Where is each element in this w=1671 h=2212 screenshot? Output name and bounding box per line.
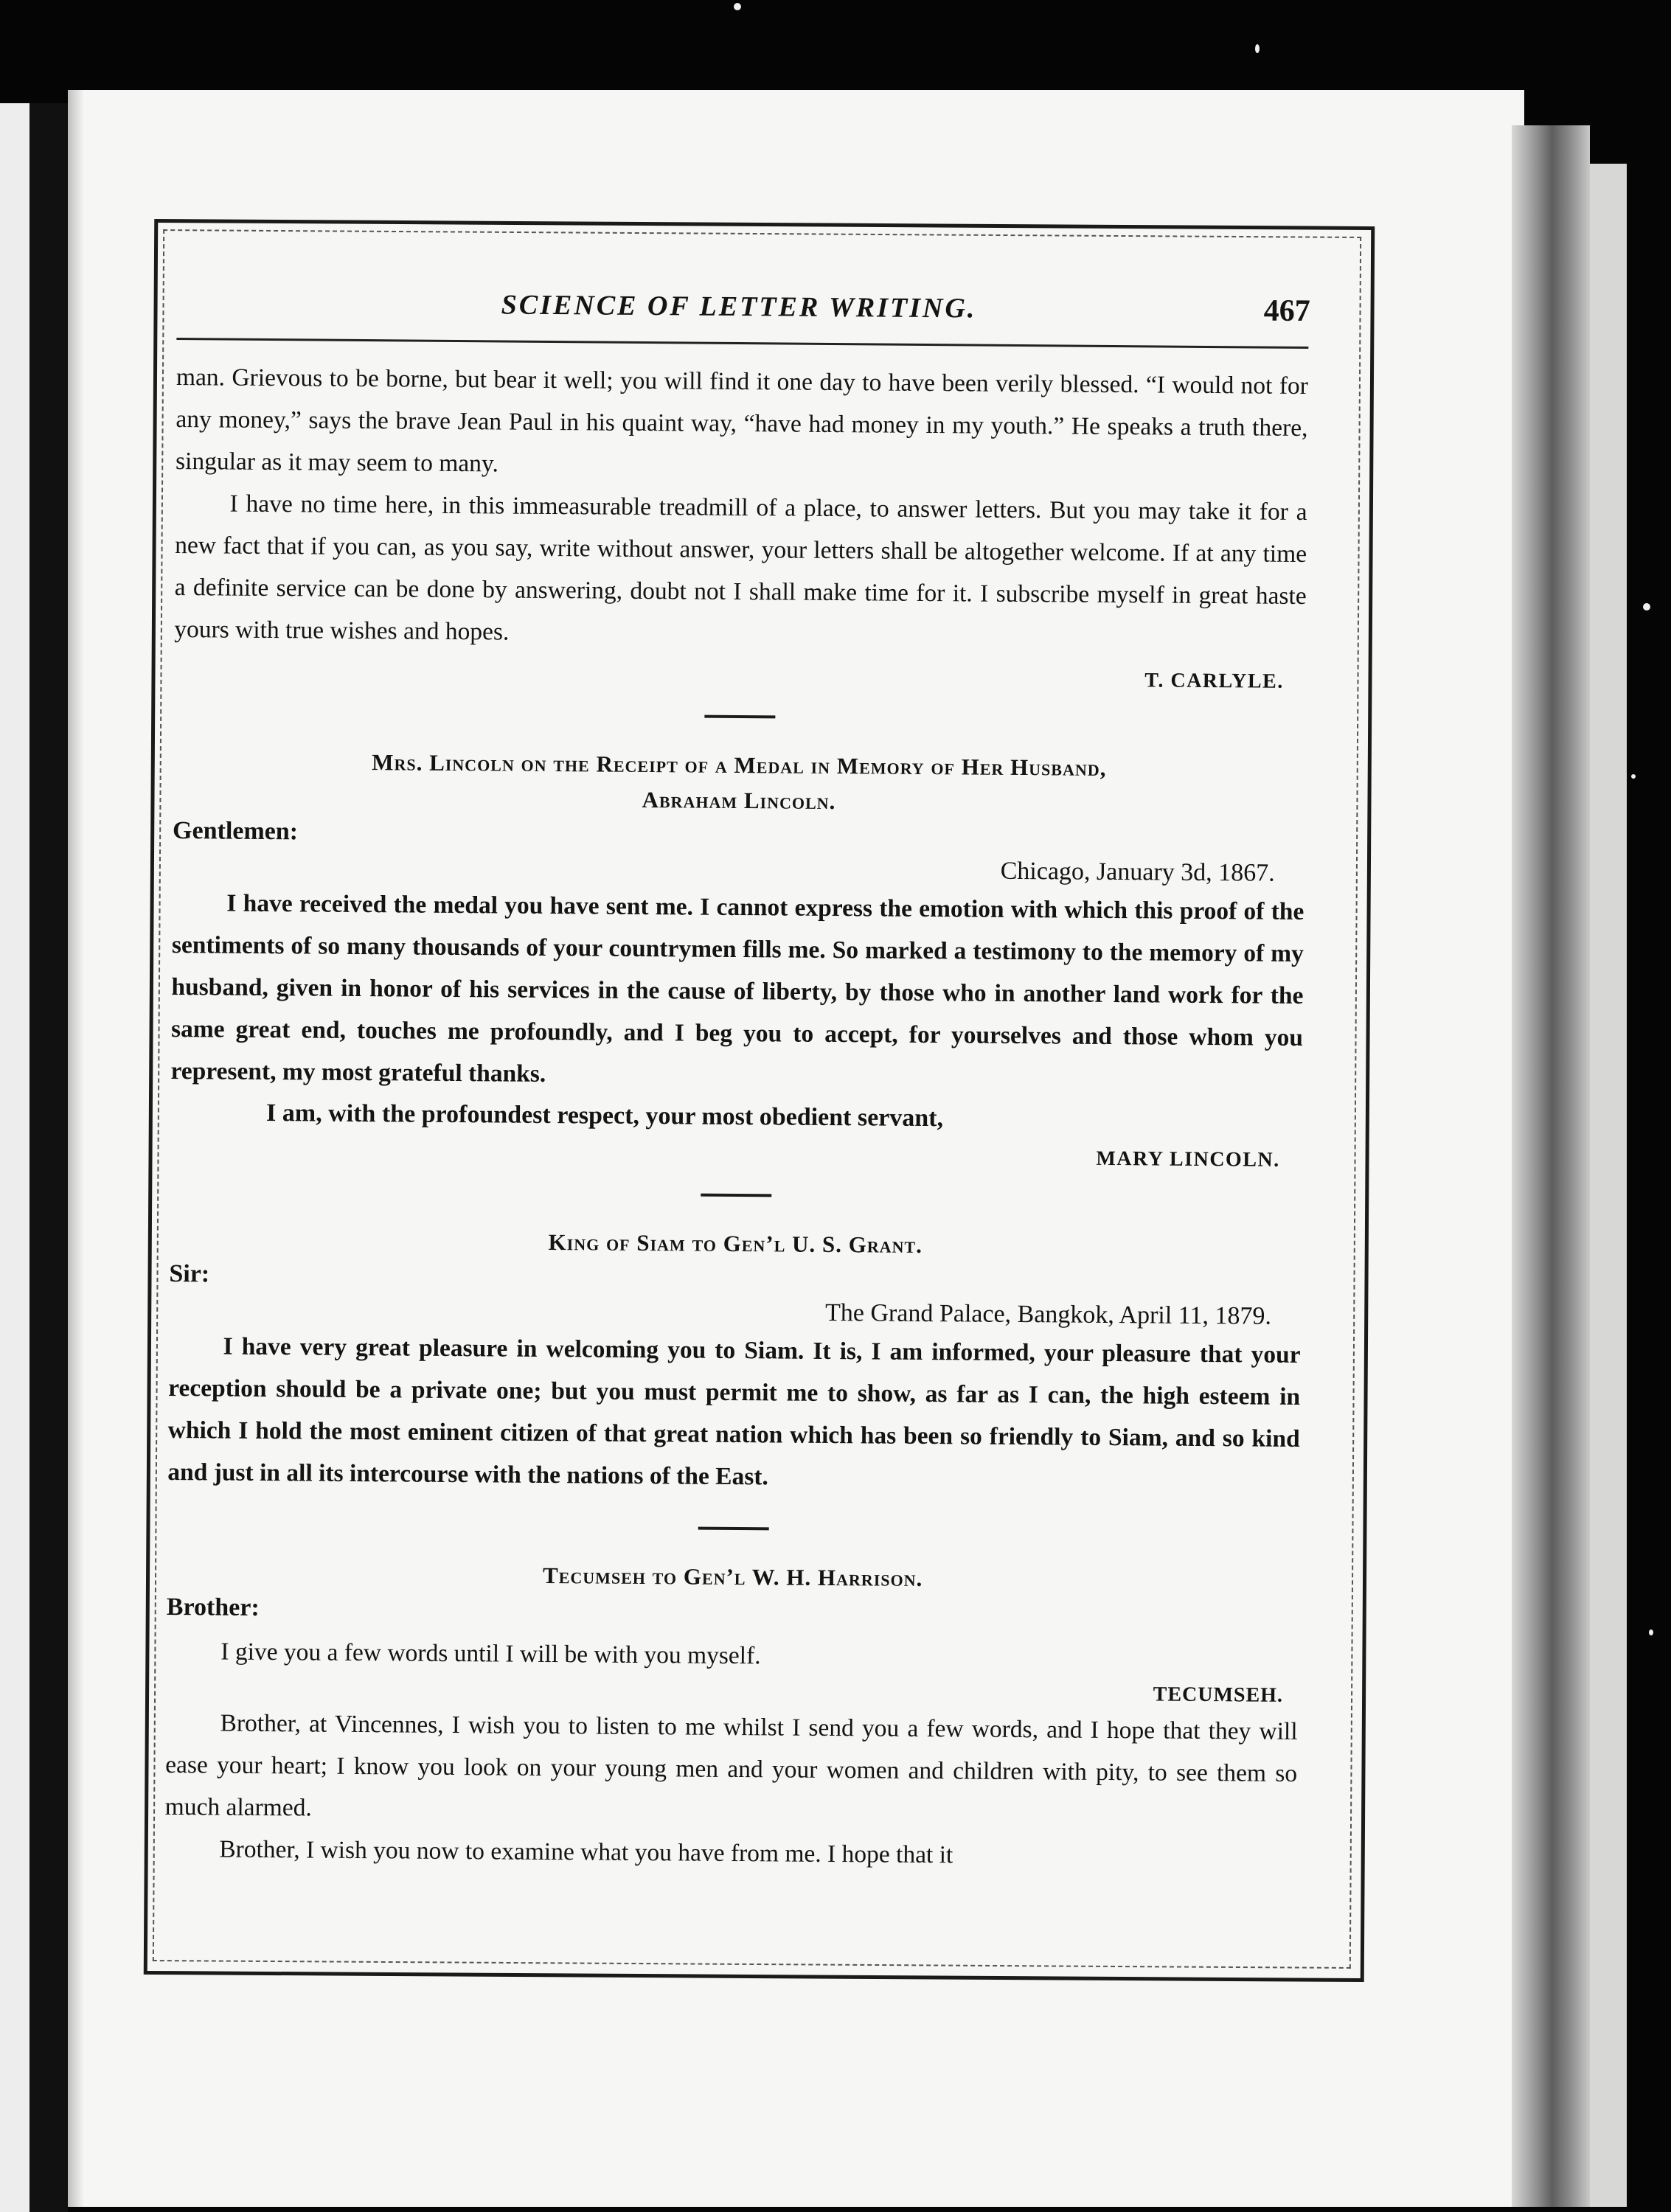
binding-gutter — [29, 103, 68, 2212]
letter-salutation: Gentlemen: — [172, 816, 299, 846]
letter-title-continued: Abraham Lincoln. — [642, 786, 836, 815]
letter-title: Mrs. Lincoln on the Receipt of a Medal in Memory of Her Husband, — [372, 749, 1107, 781]
letter-signature: T. CARLYLE. — [1144, 669, 1284, 693]
lincoln-letter — [170, 743, 1306, 1179]
tecumseh-letter — [164, 1555, 1299, 1879]
spine-shadow — [1512, 125, 1590, 2207]
letter-title: Tecumseh to Gen’l W. H. Harrison. — [542, 1562, 923, 1591]
letter-paragraph: I have no time here, in this immeasurable treadmill of a place, to answer letters. But you may take it for a new fact that if you can, as you say, write without answer, your letters shall be altogether welcome. If at any time a definite service can be done by answering, doubt not I shall make time for it. I subscribe myself in great haste yours with true wishes and hopes. — [174, 490, 1307, 646]
letter-place-date: The Grand Palace, Bangkok, April 11, 1879. — [824, 1298, 1272, 1330]
running-title: SCIENCE OF LETTER WRITING. — [501, 289, 977, 324]
letter-closing: I am, with the profoundest respect, your most obedient servant, — [265, 1099, 944, 1133]
dust-speck — [734, 3, 741, 10]
running-head — [176, 280, 1309, 341]
letter-title: King of Siam to Gen’l U. S. Grant. — [548, 1228, 923, 1258]
dust-speck — [1649, 1630, 1653, 1635]
letter-paragraph: Brother, at Vincennes, I wish you to listen to me whilst I send you a few words, and I hope that they will ease your heart; I know you look on your young men and your women and children with pity, to see them so much alarmed. — [164, 1709, 1298, 1822]
section-divider — [701, 1194, 771, 1197]
dust-speck — [1631, 774, 1636, 779]
dust-speck — [1643, 603, 1650, 611]
carlyle-letter — [174, 356, 1309, 700]
letter-salutation: Brother: — [166, 1593, 260, 1621]
page-stack — [1585, 164, 1627, 2207]
letter-body: I have very great pleasure in welcoming you to Siam. It is, I am informed, your pleasure that your reception should be a private one; but you must permit me to show, as far as I can, the high esteem in which I hold the most eminent citizen of that great nation which has been so friendly to Siam, and so kind and just in all its intercourse with the nations of the East. — [167, 1332, 1301, 1491]
page-shadow — [68, 90, 84, 2207]
letter-paragraph: Brother, I wish you now to examine what you have from me. I hope that it — [219, 1835, 953, 1869]
section-divider — [704, 715, 775, 719]
adjacent-page-edge — [0, 103, 29, 2212]
letter-place-date: Chicago, January 3d, 1867. — [1000, 857, 1275, 887]
dust-speck — [1255, 44, 1260, 53]
letter-signature: TECUMSEH. — [1153, 1683, 1284, 1707]
page-content — [164, 280, 1309, 1879]
letter-body: I have received the medal you have sent me. I cannot express the emotion with which this proof of the sentiments of so many thousands of your countrymen fills me. So marked a testimony to the memory of my husband, given in honor of his services in the cause of liberty, by those who in another land work for the same great end, touches me profoundly, and I beg you to accept, for yourselves and those whom you represent, my most grateful thanks. — [170, 889, 1305, 1088]
page-number: 467 — [1263, 293, 1310, 329]
letter-opening: I give you a few words until I will be with you myself. — [220, 1638, 761, 1670]
letter-salutation: Sir: — [169, 1259, 210, 1288]
letter-signature: MARY LINCOLN. — [1096, 1147, 1280, 1172]
section-divider — [698, 1527, 768, 1531]
siam-letter — [167, 1222, 1302, 1502]
letter-paragraph: man. Grievous to be borne, but bear it well; you will find it one day to have been verily blessed. “I would not for any money,” says the brave Jean Paul in his quaint way, “have had money in my youth.” He speaks a truth there, singular as it may seem to many. — [175, 363, 1309, 478]
